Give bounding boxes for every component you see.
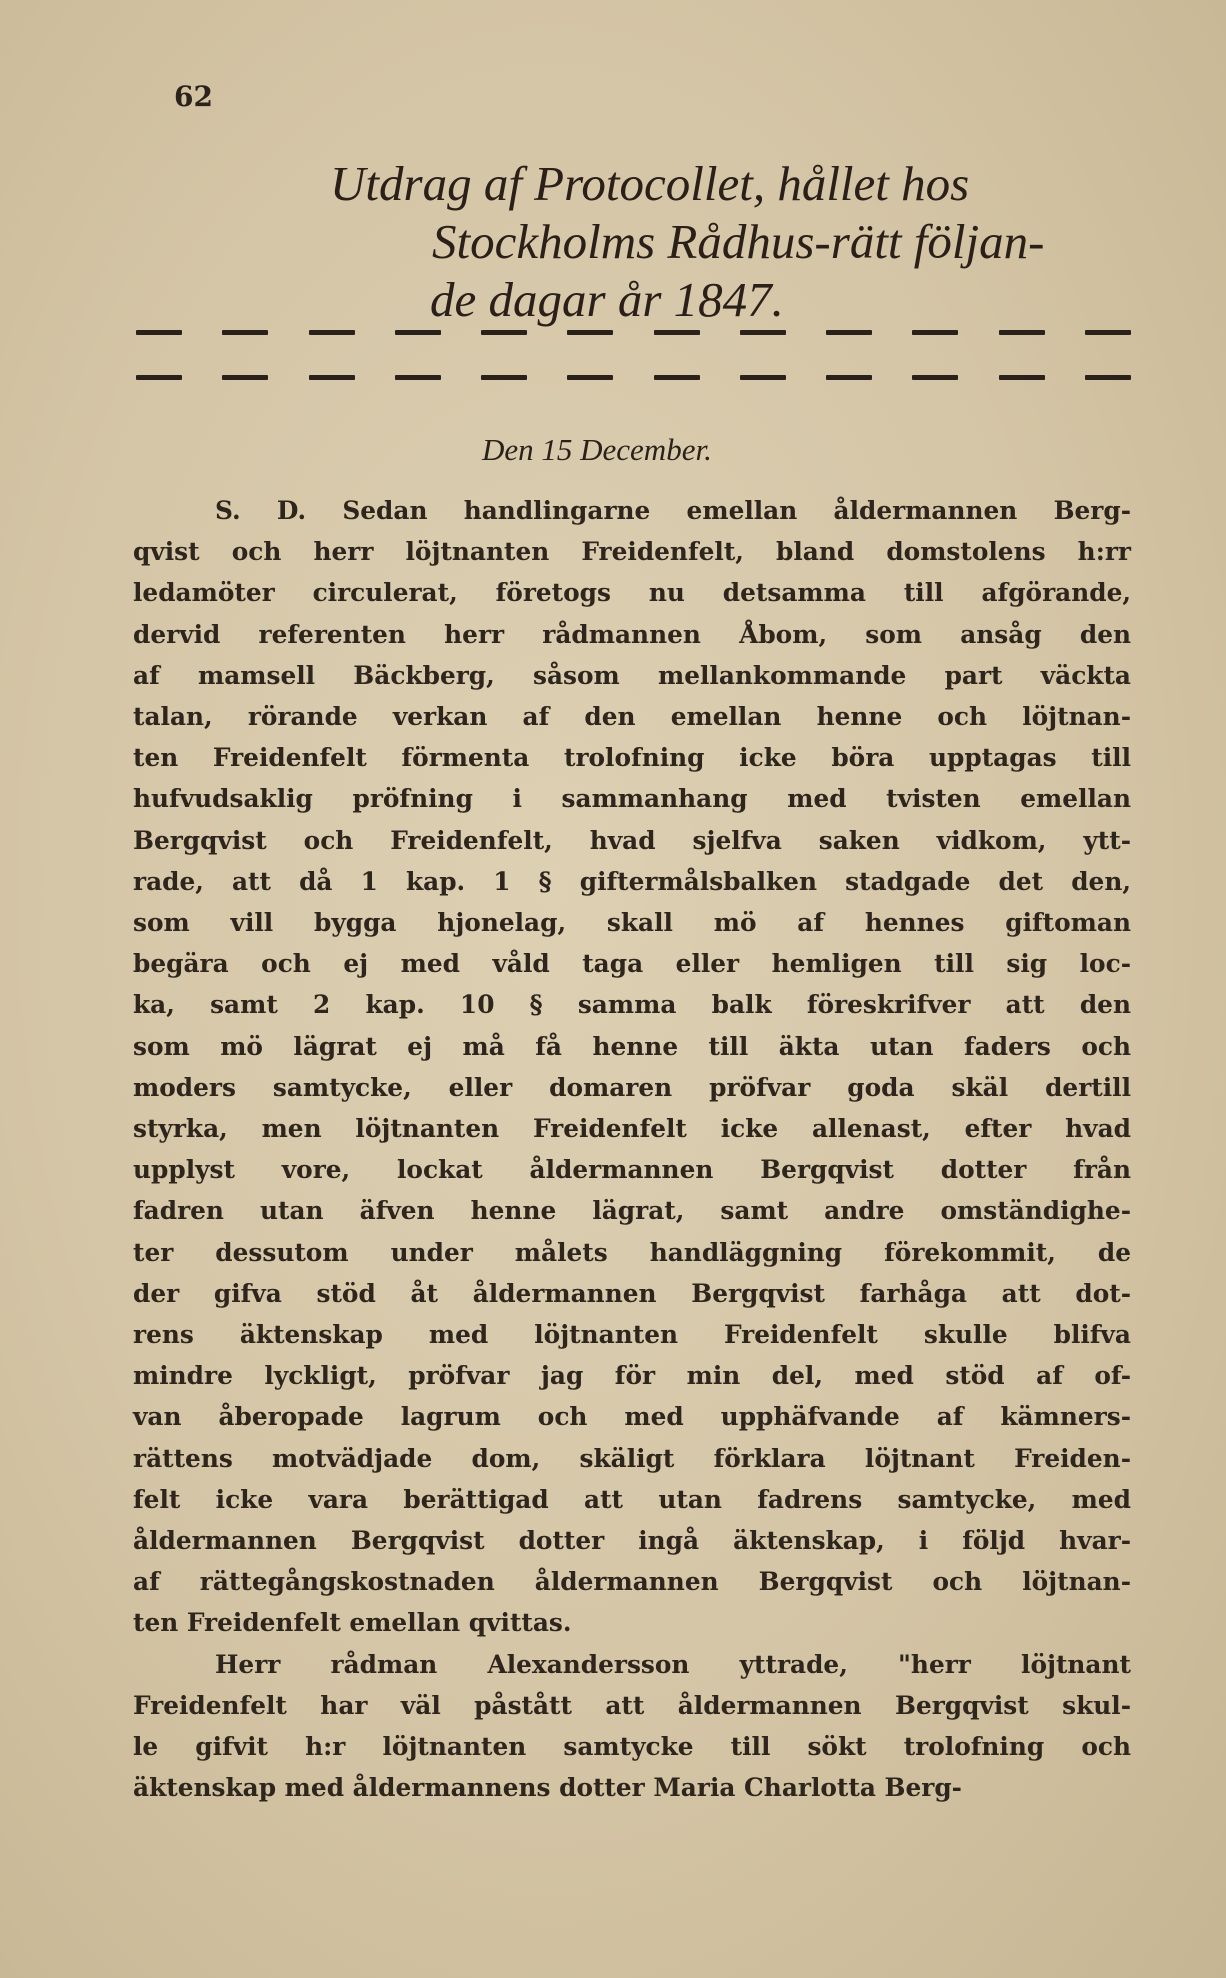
- separator-dash: [999, 375, 1045, 380]
- separator-dash: [136, 330, 182, 335]
- protocol-body: [133, 490, 1131, 1809]
- separator-dash: [654, 375, 700, 380]
- text-line: begära och ej med våld taga eller hemligen till sig loc-: [133, 949, 1131, 979]
- text-line: le gifvit h:r löjtnanten samtycke till sökt trolofning och: [133, 1732, 1131, 1762]
- text-line: ten Freidenfelt emellan qvittas.: [133, 1608, 572, 1638]
- separator-dash: [222, 375, 268, 380]
- text-line: åldermannen Bergqvist dotter ingå äktenskap, i följd hvar-: [133, 1526, 1131, 1556]
- separator-dash: [654, 330, 700, 335]
- separator-dash: [567, 375, 613, 380]
- text-line: styrka, men löjtnanten Freidenfelt icke allenast, efter hvad: [133, 1114, 1131, 1144]
- separator-dash: [395, 330, 441, 335]
- text-line: moders samtycke, eller domaren pröfvar goda skäl dertill: [133, 1072, 1131, 1102]
- dash-separator-row-2: [136, 375, 1131, 380]
- text-line: talan, rörande verkan af den emellan henne och löjtnan-: [133, 702, 1131, 732]
- separator-dash: [136, 375, 182, 380]
- heading-line-2: Stockholms Rådhus-rätt följan-: [432, 214, 1045, 269]
- text-line: ledamöter circulerat, företogs nu detsamma till afgörande,: [133, 578, 1131, 608]
- text-line: qvist och herr löjtnanten Freidenfelt, bland domstolens h:rr: [133, 537, 1131, 567]
- text-line: af mamsell Bäckberg, såsom mellankommande part väckta: [133, 660, 1131, 690]
- text-line: Bergqvist och Freidenfelt, hvad sjelfva saken vidkom, ytt-: [133, 825, 1131, 855]
- text-line: Herr rådman Alexandersson yttrade, "herr löjtnant: [215, 1649, 1131, 1679]
- separator-dash: [1085, 375, 1131, 380]
- separator-dash: [567, 330, 613, 335]
- text-line: som vill bygga hjonelag, skall mö af hennes giftoman: [133, 908, 1131, 938]
- text-line: ka, samt 2 kap. 10 § samma balk föreskrifver att den: [133, 990, 1131, 1020]
- separator-dash: [912, 330, 958, 335]
- separator-dash: [999, 330, 1045, 335]
- separator-dash: [826, 330, 872, 335]
- text-line: van åberopade lagrum och med upphäfvande af kämners-: [133, 1402, 1131, 1432]
- separator-dash: [222, 330, 268, 335]
- heading-line-3: de dagar år 1847.: [430, 272, 784, 327]
- separator-dash: [1085, 330, 1131, 335]
- protocol-heading: [320, 155, 1140, 329]
- separator-dash: [826, 375, 872, 380]
- text-line: ten Freidenfelt förmenta trolofning icke böra upptagas till: [133, 743, 1131, 773]
- text-line: rättens motvädjade dom, skäligt förklara löjtnant Freiden-: [133, 1443, 1131, 1473]
- separator-dash: [395, 375, 441, 380]
- separator-dash: [740, 375, 786, 380]
- separator-dash: [309, 375, 355, 380]
- text-line: der gifva stöd åt åldermannen Bergqvist farhåga att dot-: [133, 1278, 1131, 1308]
- text-line: felt icke vara berättigad att utan fadrens samtycke, med: [133, 1484, 1131, 1514]
- heading-line-1: Utdrag af Protocollet, hållet hos: [330, 156, 970, 211]
- text-line: som mö lägrat ej må få henne till äkta utan faders och: [133, 1031, 1131, 1061]
- text-line: ter dessutom under målets handläggning förekommit, de: [133, 1237, 1131, 1267]
- text-line: S. D. Sedan handlingarne emellan åldermannen Berg-: [215, 496, 1131, 525]
- text-line: äktenskap med åldermannens dotter Maria Charlotta Berg-: [133, 1773, 962, 1803]
- paragraph-1: [133, 490, 1131, 1644]
- separator-dash: [481, 375, 527, 380]
- text-line: hufvudsaklig pröfning i sammanhang med tvisten emellan: [133, 784, 1131, 814]
- page-number: 62: [174, 80, 213, 113]
- text-line: Freidenfelt har väl påstått att åldermannen Bergqvist skul-: [133, 1690, 1131, 1720]
- text-line: dervid referenten herr rådmannen Åbom, som ansåg den: [133, 619, 1131, 649]
- text-line: mindre lyckligt, pröfvar jag för min del, med stöd af of-: [133, 1361, 1131, 1391]
- separator-dash: [481, 330, 527, 335]
- text-line: rade, att då 1 kap. 1 § giftermålsbalken stadgade det den,: [133, 866, 1131, 896]
- text-line: af rättegångskostnaden åldermannen Bergqvist och löjtnan-: [133, 1567, 1131, 1597]
- text-line: upplyst vore, lockat åldermannen Bergqvist dotter från: [133, 1155, 1131, 1185]
- separator-dash: [309, 330, 355, 335]
- separator-dash: [740, 330, 786, 335]
- session-date: Den 15 December.: [482, 432, 712, 467]
- separator-dash: [912, 375, 958, 380]
- text-line: fadren utan äfven henne lägrat, samt andre omständighe-: [133, 1196, 1131, 1226]
- dash-separator-row-1: [136, 330, 1131, 335]
- text-line: rens äktenskap med löjtnanten Freidenfelt skulle blifva: [133, 1320, 1131, 1350]
- paragraph-2: [133, 1644, 1131, 1809]
